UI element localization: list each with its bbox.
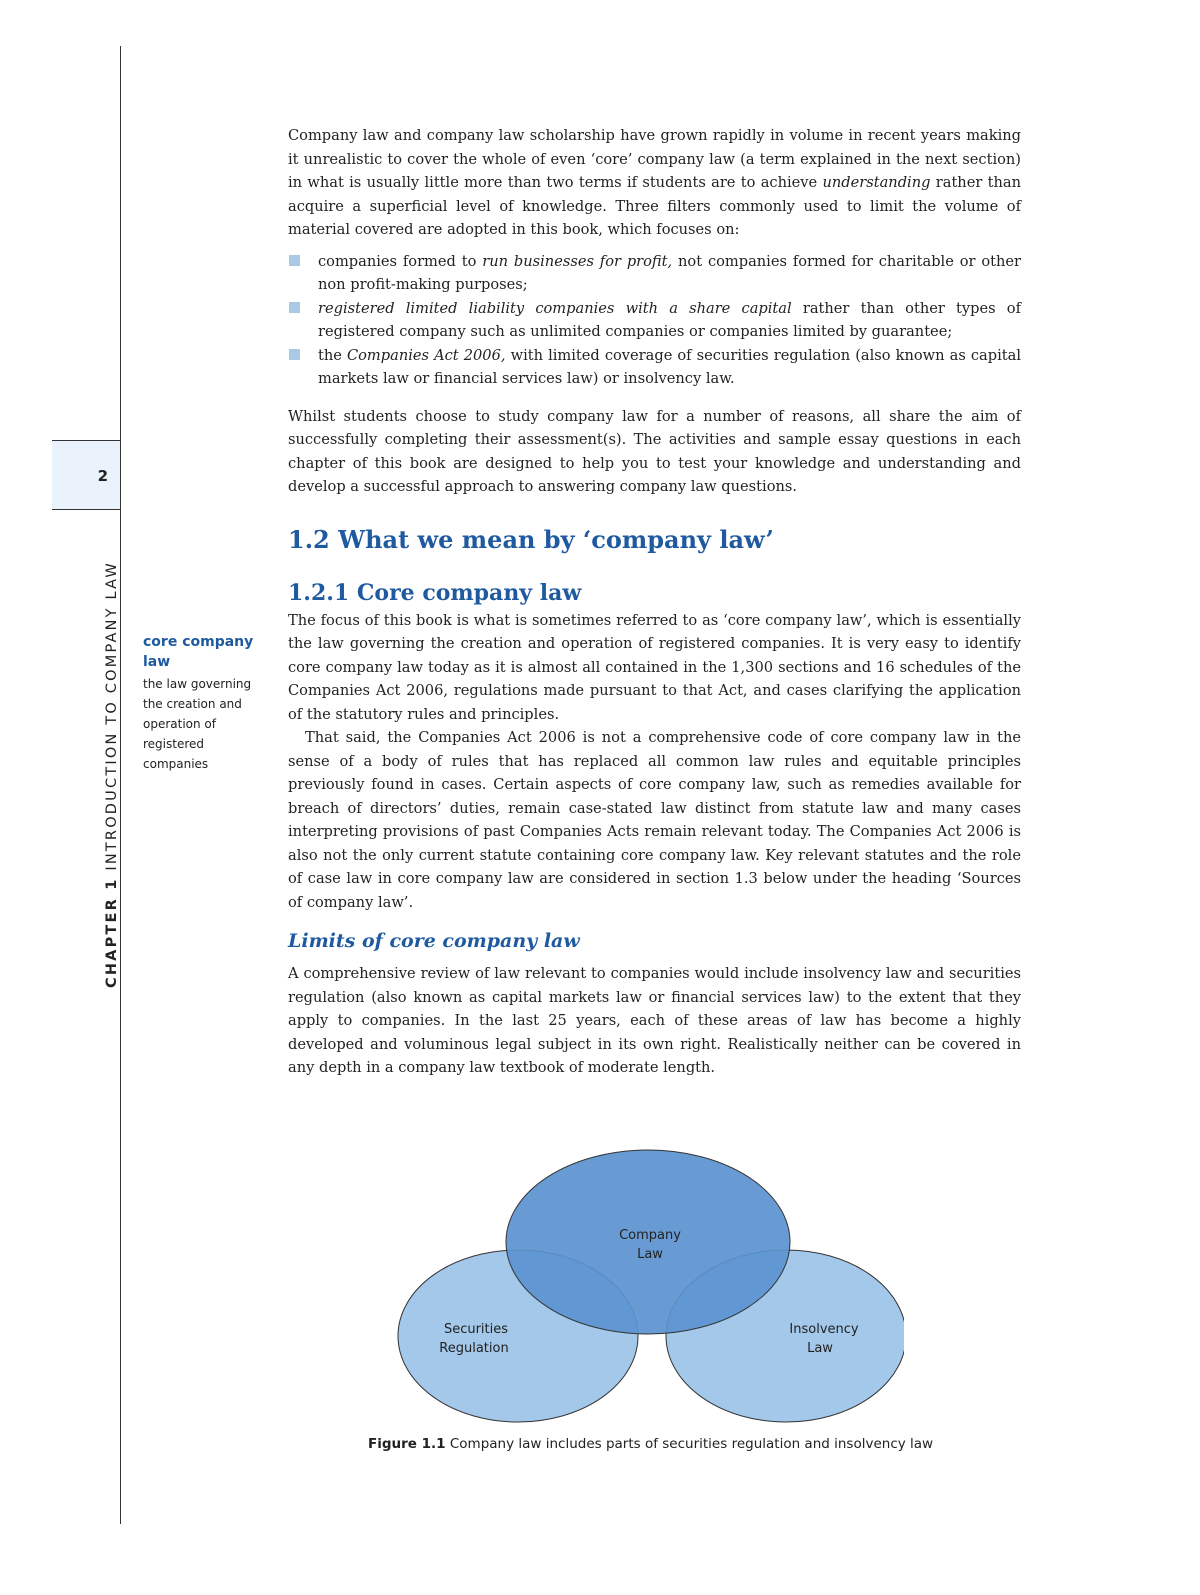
list-item bbox=[288, 344, 1021, 391]
margin-rule bbox=[120, 46, 121, 1524]
bullet-icon bbox=[289, 349, 300, 360]
glossary-definition: the law governing the creation and operation of registered companies bbox=[143, 677, 252, 771]
intro-text-a: Company law and company law scholarship have grown rapidly in volume in recent years making it unrealistic to cover the whole of even ‘core’ company law (a term explained in the next section) in what is usually little more than two terms if students are to achieve bbox=[288, 127, 1021, 191]
company-law-label-1: Company bbox=[619, 1228, 681, 1243]
bullet-3-emphasis: Companies Act 2006, bbox=[346, 346, 506, 364]
chapter-title: INTRODUCTION TO COMPANY LAW bbox=[104, 561, 120, 871]
page-number-tab bbox=[52, 440, 120, 510]
section-heading-1-2: 1.2 What we mean by ‘company law’ bbox=[288, 524, 774, 554]
list-item bbox=[288, 297, 1021, 344]
chapter-running-head bbox=[104, 561, 120, 988]
section-heading-1-2-1: 1.2.1 Core company law bbox=[288, 579, 582, 606]
bullet-3-text-a: the bbox=[318, 346, 347, 364]
bullet-1-text-a: companies formed to bbox=[318, 252, 483, 270]
bullet-1-emphasis: run businesses for profit, bbox=[482, 252, 673, 270]
securities-label-2: Regulation bbox=[439, 1341, 509, 1356]
figure-caption-label: Figure 1.1 bbox=[368, 1436, 446, 1452]
intro-text-b: rather than acquire a superficial level of knowledge. Three filters commonly used to limit the volume of material covered are adopted in this book, which focuses on: bbox=[288, 174, 1021, 238]
insolvency-label-1: Insolvency bbox=[789, 1322, 859, 1337]
filter-list bbox=[288, 250, 1021, 391]
securities-label-1: Securities bbox=[443, 1322, 509, 1337]
core-law-paragraph-2: That said, the Companies Act 2006 is not a comprehensive code of core company law in the sense of a body of rules that has replaced all common law rules and equitable principles previously found in cases. Certain aspects of core company law, such as remedies available for breach of directors’ duties, remain case-stated law distinct from statute law and many cases interpreting provisions of past Companies Acts remain relevant today. The Companies Act 2006 is also not the only current statute containing core company law. Key relevant statutes and the role of case law in core company law are considered in section 1.3 below under the heading ‘Sources of company law’. bbox=[288, 729, 1021, 911]
chapter-number: CHAPTER 1 bbox=[104, 877, 120, 988]
bullet-2-text: rather than other types of registered company such as unlimited companies or companies limited by guarantee; bbox=[318, 299, 1021, 340]
bullet-3-text-b: with limited coverage of securities regulation (also known as capital markets law or financial services law) or insolvency law. bbox=[318, 346, 1021, 387]
figure-caption bbox=[368, 1436, 933, 1452]
figure-caption-text: Company law includes parts of securities regulation and insolvency law bbox=[445, 1436, 934, 1452]
venn-diagram bbox=[388, 1146, 904, 1426]
limits-heading: Limits of core company law bbox=[288, 930, 580, 952]
page-number: 2 bbox=[97, 467, 108, 485]
insolvency-label-2: Law bbox=[807, 1341, 833, 1356]
margin-glossary-note bbox=[143, 632, 268, 774]
bullet-1-text-b: not companies formed for charitable or other non profit-making purposes; bbox=[318, 252, 1021, 293]
intro-emphasis: understanding bbox=[822, 174, 931, 191]
list-item bbox=[288, 250, 1021, 297]
intro-paragraph-1 bbox=[288, 124, 1021, 242]
core-law-paragraph-1: The focus of this book is what is sometimes referred to as ‘core company law’, which is essentially the law governing the creation and operation of registered companies. It is very easy to identify core company law today as it is almost all contained in the 1,300 sections and 16 schedules of the Companies Act 2006, regulations made pursuant to that Act, and cases clarifying the application of the statutory rules and principles. bbox=[288, 611, 1021, 723]
glossary-term: core company law bbox=[143, 634, 254, 670]
bullet-icon bbox=[289, 302, 300, 313]
main-text-column bbox=[288, 124, 1021, 1080]
bullet-2-emphasis: registered limited liability companies with a share capital bbox=[318, 299, 792, 317]
bullet-icon bbox=[289, 255, 300, 266]
intro-paragraph-2: Whilst students choose to study company law for a number of reasons, all share the aim of successfully completing their assessment(s). The activities and sample essay questions in each chapter of this book are designed to help you to test your knowledge and understanding and develop a successful approach to answering company law questions. bbox=[288, 407, 1021, 495]
venn-svg bbox=[388, 1146, 904, 1426]
limits-paragraph: A comprehensive review of law relevant to companies would include insolvency law and securities regulation (also known as capital markets law or financial services law) to the extent that they apply to companies. In the last 25 years, each of these areas of law has become a highly developed and voluminous legal subject in its own right. Realistically neither can be covered in any depth in a company law textbook of moderate length. bbox=[288, 965, 1021, 1076]
company-law-label-2: Law bbox=[637, 1247, 663, 1262]
